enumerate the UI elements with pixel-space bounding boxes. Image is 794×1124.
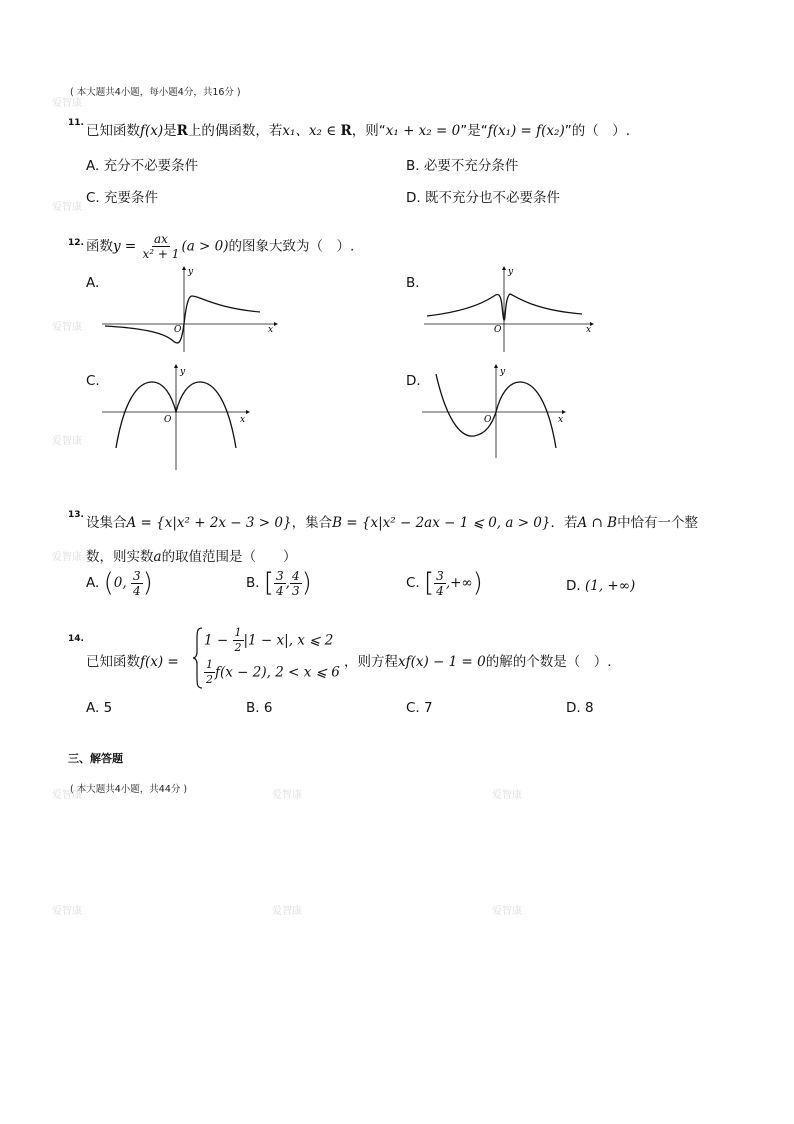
y-axis-arrow (502, 266, 506, 270)
q12-label-b: B. (406, 275, 420, 291)
q13-option-b: B. [ $\frac{3}{4}$ , $\frac{4}{3}$ ) (246, 568, 312, 598)
watermark: 爱智康 (272, 906, 302, 917)
q14-stem-b: ，则方程xf(x) − 1 = 0的解的个数是（ ）. (344, 654, 612, 670)
q14-stem-a: 已知函数f(x) = (86, 654, 179, 670)
q11-option-b: B. 必要不充分条件 (406, 158, 519, 174)
q14-number: 14. (68, 634, 84, 644)
section-two-note: ( 本大题共4小题，每小题4分，共16分 ) (70, 87, 241, 98)
q12-graph-b (422, 262, 602, 354)
q11-option-d: D. 既不充分也不必要条件 (406, 190, 560, 206)
watermark: 爱智康 (52, 436, 82, 447)
curve (427, 294, 582, 320)
origin-label: O (494, 325, 502, 335)
watermark: 爱智康 (492, 906, 522, 917)
q14-brace (192, 626, 204, 690)
watermark: 爱智康 (52, 552, 82, 563)
y-axis-arrow (182, 266, 186, 270)
q12-label-a: A. (86, 275, 100, 291)
x-axis-arrow (562, 410, 566, 414)
origin-label: O (174, 325, 182, 335)
watermark: 爱智康 (492, 790, 522, 801)
q13-line1: 设集合A = {x|x² + 2x − 3 > 0}，集合B = {x|x² − 2ax − 1 ⩽ 0, a > 0}．若A ∩ B中恰有一个整 (86, 515, 699, 531)
y-label: y (188, 267, 194, 277)
q12-graph-c (100, 360, 260, 472)
watermark: 爱智康 (52, 322, 82, 333)
q14-option-c: C. 7 (406, 700, 433, 716)
q11-option-a: A. 充分不必要条件 (86, 158, 199, 174)
y-label: y (180, 367, 186, 377)
q11-option-c: C. 充要条件 (86, 190, 159, 206)
curve-right (176, 382, 236, 448)
q12-label-d: D. (406, 373, 421, 389)
q13-line2: 数，则实数a的取值范围是（ ） (86, 549, 297, 565)
q13-option-c: C. [ $\frac{3}{4}$ ,+∞) (406, 568, 483, 598)
origin-label: O (164, 415, 172, 425)
q13-number: 13. (68, 510, 84, 520)
q13-option-a: A. (0, $\frac{3}{4}$ ) (86, 568, 153, 598)
x-label: x (586, 325, 592, 335)
q12-graph-a (100, 262, 280, 354)
q11-number: 11. (68, 118, 84, 128)
watermark: 爱智康 (52, 906, 82, 917)
x-axis-arrow (274, 322, 278, 326)
q14-option-d: D. 8 (566, 700, 594, 716)
y-axis-arrow (174, 364, 178, 368)
q11-stem: 已知函数f(x)是R上的偶函数，若x₁、x₂ ∈ R，则“x₁ + x₂ = 0”是“f(x₁) = f(x₂)”的（ ）. (86, 123, 631, 139)
q12-graph-d (420, 360, 580, 460)
q12-stem: 函数y = $\frac{ax}{\text{x² + 1}}$ (a > 0)的图象大致为（ ）. (86, 232, 355, 261)
x-axis-arrow (246, 410, 250, 414)
section-three-title: 三、解答题 (68, 752, 123, 765)
q12-number: 12. (68, 238, 84, 248)
watermark: 爱智康 (52, 790, 82, 801)
q14-option-a: A. 5 (86, 700, 113, 716)
origin-label: O (484, 415, 492, 425)
y-label: y (508, 267, 514, 277)
q14-option-b: B. 6 (246, 700, 273, 716)
y-axis-arrow (494, 364, 498, 368)
y-label: y (500, 367, 506, 377)
q13-option-d: D. (1, +∞) (566, 578, 636, 594)
x-label: x (240, 415, 246, 425)
curve (105, 296, 260, 343)
q14-case1: 1 − $\frac{1}{2}$ |1 − x|, x ⩽ 2 (204, 626, 334, 654)
watermark: 爱智康 (52, 202, 82, 213)
q12-label-c: C. (86, 373, 100, 389)
section-three-note: ( 本大题共4小题，共44分 ) (70, 784, 188, 795)
q14-case2: $\frac{1}{2}$ f(x − 2), 2 < x ⩽ 6 (206, 658, 340, 686)
x-label: x (558, 415, 564, 425)
watermark: 爱智康 (272, 790, 302, 801)
watermark: 爱智康 (52, 98, 82, 109)
x-label: x (268, 325, 274, 335)
